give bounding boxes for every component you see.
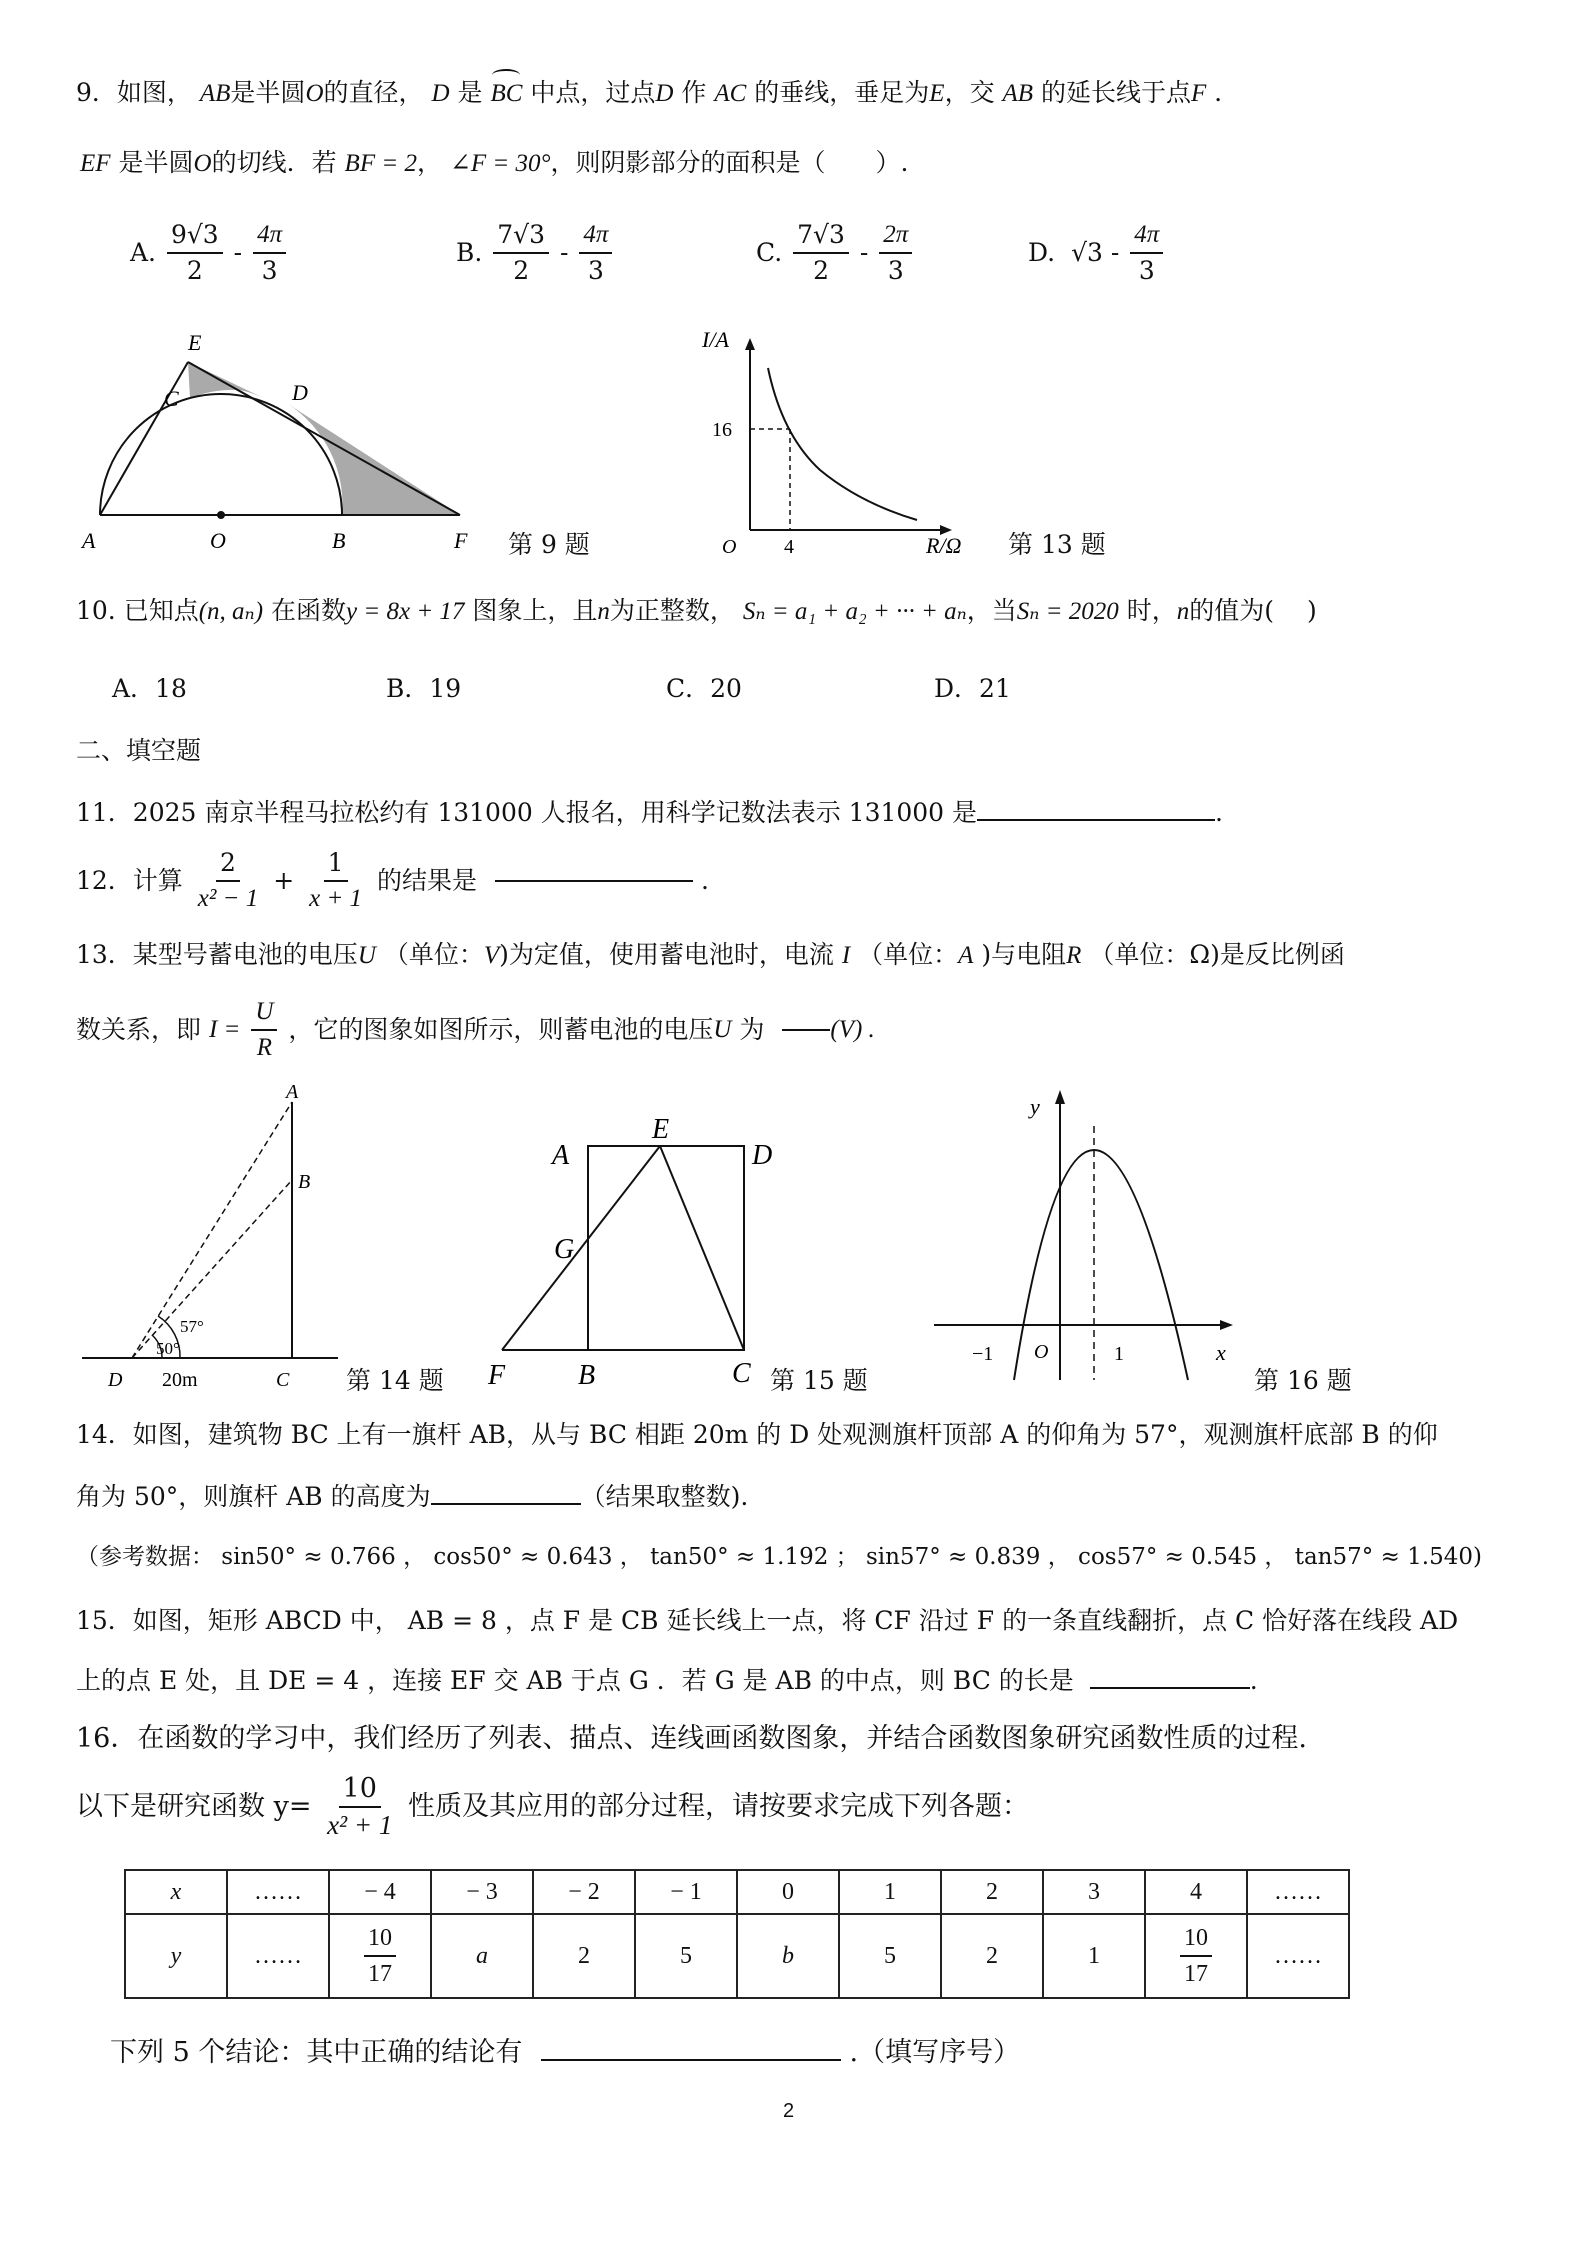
q9-option-b: B. $\frac{7√3}{2}$ - $\frac{4\pi}{3}$ xyxy=(456,218,615,288)
fig14-label-c: C xyxy=(276,1369,290,1391)
fig13-xlabel: R/Ω xyxy=(926,533,962,558)
table-cell: 2 xyxy=(941,1914,1043,1998)
q16-line1: 16．在函数的学习中，我们经历了列表、描点、连线画函数图象，并结合函数图象研究函数性质的过程. xyxy=(76,1723,1307,1754)
q14-reference-data: （参考数据： sin50° ≈ 0.766 ， cos50° ≈ 0.643 ， tan50° ≈ 1.192 ； sin57° ≈ 0.839 ， cos57° ≈ 0.545 ， tan57° ≈ 1.540) xyxy=(76,1544,1482,1570)
q16-blank xyxy=(541,2059,841,2061)
fig15-label-g: G xyxy=(554,1234,575,1265)
table-cell: x xyxy=(125,1870,227,1914)
table-cell: …… xyxy=(1247,1870,1349,1914)
fig15-label-d: D xyxy=(752,1140,773,1171)
fig14-angle-50: 50° xyxy=(156,1339,180,1358)
table-cell: − 2 xyxy=(533,1870,635,1914)
table-cell: $\frac{10}{17}$ xyxy=(329,1914,431,1998)
table-cell: 0 xyxy=(737,1870,839,1914)
table-cell: b xyxy=(737,1914,839,1998)
table-cell: 2 xyxy=(941,1870,1043,1914)
fig13-ytick: 16 xyxy=(712,419,732,441)
table-cell: 2 xyxy=(533,1914,635,1998)
q13-line1: 13．某型号蓄电池的电压U （单位：V)为定值，使用蓄电池时，电流 I （单位：A )与电阻R （单位：Ω)是反比例函 xyxy=(76,940,1345,969)
q14-line1: 14．如图，建筑物 BC 上有一旗杆 AB，从与 BC 相距 20m 的 D 处观测旗杆顶部 A 的仰角为 57°，观测旗杆底部 B 的仰 xyxy=(76,1420,1438,1449)
fig15-caption: 第 15 题 xyxy=(770,1366,868,1395)
table-cell: y xyxy=(125,1914,227,1998)
table-cell: 5 xyxy=(839,1914,941,1998)
q11-blank xyxy=(977,819,1215,821)
fig9-label-e: E xyxy=(188,330,202,355)
table-row-y xyxy=(125,1914,1349,1998)
q9-line2: EF 是半圆O的切线．若 BF = 2， ∠F = 30°，则阴影部分的面积是（ ）. xyxy=(80,148,909,177)
q9-option-d: D. √3 - $\frac{4\pi}{3}$ xyxy=(1028,218,1166,288)
fig15-label-a: A xyxy=(552,1140,570,1171)
fig15-label-c: C xyxy=(732,1358,751,1389)
fig14-angle-57: 57° xyxy=(180,1317,204,1336)
fig16-label-y: y xyxy=(1030,1094,1040,1119)
q12-line: 12．计算 $\frac{2}{\text{x² − 1}}$ + $\frac{1}{x + 1}$ 的结果是 . xyxy=(76,848,709,912)
figure-16 xyxy=(930,1080,1240,1400)
q9-line1: 9．如图， AB是半圆O的直径， D 是 BC 中点，过点D 作 AC 的垂线，垂足为E，交 AB 的延长线于点F ． xyxy=(76,76,1239,111)
q12-blank xyxy=(495,880,693,882)
fig15-label-f: F xyxy=(488,1360,506,1391)
section-heading: 二、填空题 xyxy=(76,736,202,765)
fig9-label-d: D xyxy=(292,380,308,405)
fig14-caption: 第 14 题 xyxy=(346,1366,444,1395)
value-table xyxy=(124,1869,1350,1999)
table-cell: …… xyxy=(1247,1914,1349,1998)
fig16-origin: O xyxy=(1034,1341,1049,1363)
q16-conclusion: 下列 5 个结论：其中正确的结论有 .（填写序号） xyxy=(110,2037,1021,2068)
fig16-neg1: −1 xyxy=(972,1343,994,1365)
fig15-label-e: E xyxy=(652,1114,670,1145)
fig16-caption: 第 16 题 xyxy=(1254,1366,1352,1395)
q14-blank xyxy=(431,1503,581,1505)
table-cell: 1 xyxy=(839,1870,941,1914)
fig9-label-a: A xyxy=(82,528,96,553)
fig13-origin: O xyxy=(722,536,737,558)
q13-blank xyxy=(782,1029,830,1031)
q11-line: 11．2025 南京半程马拉松约有 131000 人报名，用科学记数法表示 131000 是 . xyxy=(76,798,1223,827)
q9-option-c: C. $\frac{7√3}{2}$ - $\frac{2\pi}{3}$ xyxy=(756,218,915,288)
q14-line2: 角为 50°，则旗杆 AB 的高度为 （结果取整数). xyxy=(76,1482,749,1511)
fig14-label-a: A xyxy=(286,1081,299,1103)
q15-line1: 15．如图，矩形 ABCD 中， AB = 8 ，点 F 是 CB 延长线上一点，将 CF 沿过 F 的一条直线翻折，点 C 恰好落在线段 AD xyxy=(76,1606,1459,1635)
table-cell: a xyxy=(431,1914,533,1998)
fig16-one: 1 xyxy=(1114,1343,1124,1365)
figure-15 xyxy=(470,1098,790,1398)
q15-line2: 上的点 E 处，且 DE = 4 ，连接 EF 交 AB 于点 G ．若 G 是 AB 的中点，则 BC 的长是 . xyxy=(76,1666,1258,1695)
fig9-label-o: O xyxy=(210,528,226,553)
fig16-label-x: x xyxy=(1216,1340,1226,1365)
fig9-label-c: C xyxy=(164,386,179,411)
table-cell: $\frac{10}{17}$ xyxy=(1145,1914,1247,1998)
q10-option-b: B．19 xyxy=(386,674,462,703)
q13-line2: 数关系，即 I = $\frac{U}{R}$ ，它的图象如图所示，则蓄电池的电压U 为 (V) . xyxy=(76,995,875,1065)
table-cell: − 1 xyxy=(635,1870,737,1914)
figure-14 xyxy=(76,1080,346,1400)
fig14-label-d: D xyxy=(108,1369,123,1391)
q10-option-d: D．21 xyxy=(934,674,1011,703)
q10-option-a: A．18 xyxy=(112,674,187,703)
fig14-dist: 20m xyxy=(162,1369,198,1391)
arc-bc: BC xyxy=(490,77,522,111)
fig9-label-b: B xyxy=(332,528,346,553)
fig9-label-f: F xyxy=(454,528,468,553)
fig9-caption: 第 9 题 xyxy=(508,530,590,559)
q9-option-a: A. $\frac{9√3}{2}$ - $\frac{4\pi}{3}$ xyxy=(130,218,289,288)
table-cell: − 4 xyxy=(329,1870,431,1914)
table-cell: 5 xyxy=(635,1914,737,1998)
table-cell: …… xyxy=(227,1914,329,1998)
table-cell: 1 xyxy=(1043,1914,1145,1998)
fig13-caption: 第 13 题 xyxy=(1008,530,1106,559)
fig15-label-b: B xyxy=(578,1360,596,1391)
table-row-x xyxy=(125,1870,1349,1914)
q15-blank xyxy=(1090,1687,1250,1689)
table-cell: 3 xyxy=(1043,1870,1145,1914)
fig13-xtick: 4 xyxy=(784,536,794,558)
fig14-label-b: B xyxy=(298,1171,311,1193)
table-cell: …… xyxy=(227,1870,329,1914)
page-number: 2 xyxy=(783,2100,795,2122)
q10-line: 10. 已知点(n, aₙ) 在函数y = 8x + 17 图象上，且n为正整数， Sₙ = a₁ + a₂ + ··· + aₙ，当Sₙ = 2020 时，n的值为( ) xyxy=(76,596,1317,625)
table-cell: 4 xyxy=(1145,1870,1247,1914)
fig13-ylabel: I/A xyxy=(702,327,729,352)
q10-option-c: C．20 xyxy=(666,674,742,703)
figure-13 xyxy=(700,320,1000,565)
q16-line2: 以下是研究函数 y= $\frac{10}{\text{x² + 1}}$ 性质及其应用的部分过程，请按要求完成下列各题： xyxy=(76,1773,1029,1840)
table-cell: − 3 xyxy=(431,1870,533,1914)
